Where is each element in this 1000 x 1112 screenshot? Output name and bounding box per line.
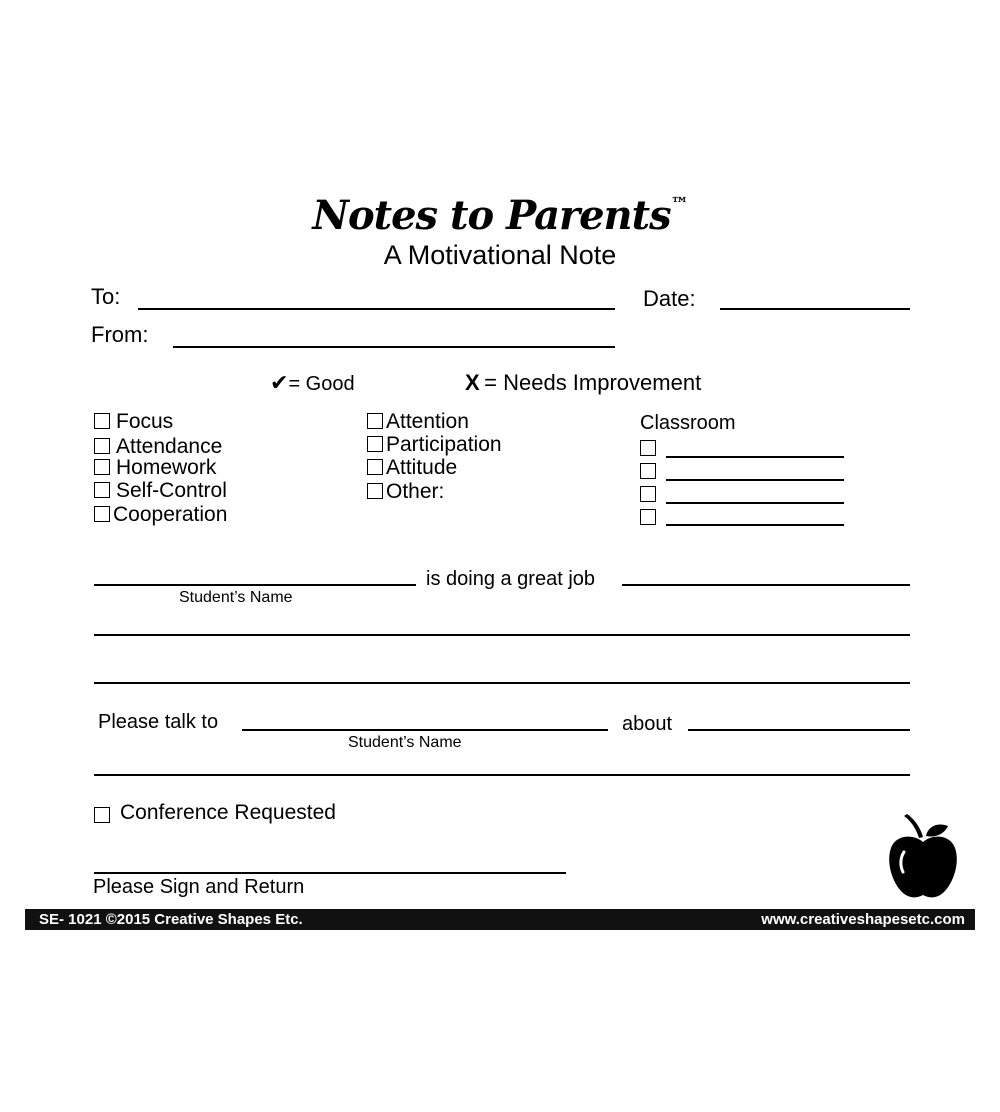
- classroom-field-4[interactable]: [666, 524, 844, 526]
- checkmark-icon: ✔: [270, 370, 289, 395]
- checklist-label: Self-Control: [116, 479, 227, 502]
- comment-line-1[interactable]: [94, 634, 910, 636]
- checklist-item-participation[interactable]: [367, 433, 502, 456]
- checkbox[interactable]: [94, 438, 110, 454]
- checklist-item-cooperation[interactable]: [94, 503, 227, 526]
- checklist-item-other[interactable]: [367, 480, 444, 503]
- student-name-caption: Student’s Name: [179, 589, 293, 606]
- comment-line-2[interactable]: [94, 682, 910, 684]
- apple-icon: [886, 812, 964, 902]
- great-job-text: is doing a great job: [426, 568, 596, 590]
- talk-student-caption: Student’s Name: [348, 734, 462, 751]
- checklist-item-attention[interactable]: [367, 410, 469, 433]
- legend-good-label: = Good: [288, 373, 355, 395]
- date-field[interactable]: [720, 308, 910, 310]
- checkbox[interactable]: [94, 459, 110, 475]
- checklist-label: Attitude: [386, 456, 458, 479]
- checkbox[interactable]: [367, 413, 383, 429]
- talk-student-field[interactable]: [242, 729, 608, 731]
- checklist-item-self-control[interactable]: [94, 479, 227, 502]
- footer-website[interactable]: www.creativeshapesetc.com: [761, 911, 965, 928]
- legend-needs-label: = Needs Improvement: [484, 370, 702, 395]
- talk-prefix: Please talk to: [98, 711, 219, 733]
- conference-label: Conference Requested: [120, 801, 336, 824]
- classroom-heading: Classroom: [640, 412, 736, 434]
- checkbox[interactable]: [367, 483, 383, 499]
- student-name-field[interactable]: [94, 584, 416, 586]
- checklist-label: Focus: [116, 410, 174, 433]
- checklist-label: Participation: [386, 433, 502, 456]
- footer-bar: [25, 909, 975, 930]
- classroom-checkbox-3[interactable]: [640, 486, 656, 502]
- date-label: Date:: [643, 286, 696, 311]
- classroom-checkbox-1[interactable]: [640, 440, 656, 456]
- classroom-checkbox-4[interactable]: [640, 509, 656, 525]
- talk-line-2[interactable]: [94, 774, 910, 776]
- from-field[interactable]: [173, 346, 615, 348]
- from-label: From:: [91, 322, 149, 347]
- checklist-label: Attendance: [116, 435, 223, 458]
- legend-good: [270, 370, 355, 396]
- signature-field[interactable]: [94, 872, 566, 874]
- checklist-item-attitude[interactable]: [367, 456, 457, 479]
- great-job-detail-field[interactable]: [622, 584, 910, 586]
- checkbox[interactable]: [94, 413, 110, 429]
- classroom-checkbox-2[interactable]: [640, 463, 656, 479]
- to-field[interactable]: [138, 308, 615, 310]
- x-mark-icon: X: [465, 370, 480, 395]
- checklist-label: Attention: [386, 410, 469, 433]
- checkbox[interactable]: [94, 482, 110, 498]
- footer-copyright: SE- 1021 ©2015 Creative Shapes Etc.: [39, 911, 303, 928]
- to-label: To:: [91, 284, 121, 309]
- title-text: Notes to Parents: [312, 192, 671, 239]
- classroom-field-2[interactable]: [666, 479, 844, 481]
- checklist-item-attendance[interactable]: [94, 435, 222, 458]
- legend-needs-improvement: [465, 370, 701, 396]
- checklist-item-focus[interactable]: [94, 410, 173, 433]
- checklist-item-homework[interactable]: [94, 456, 216, 479]
- trademark-mark: ™: [670, 194, 688, 215]
- checklist-label: Other:: [386, 480, 445, 503]
- checkbox[interactable]: [367, 459, 383, 475]
- conference-checkbox[interactable]: [94, 807, 110, 823]
- classroom-field-1[interactable]: [666, 456, 844, 458]
- talk-about: about: [622, 713, 673, 735]
- classroom-field-3[interactable]: [666, 502, 844, 504]
- checkbox[interactable]: [94, 506, 110, 522]
- talk-about-field[interactable]: [688, 729, 910, 731]
- checklist-label: Cooperation: [113, 503, 228, 526]
- checklist-label: Homework: [116, 456, 217, 479]
- page-title: [0, 192, 1000, 239]
- signature-label: Please Sign and Return: [93, 876, 305, 898]
- page-subtitle: A Motivational Note: [383, 240, 617, 270]
- checkbox[interactable]: [367, 436, 383, 452]
